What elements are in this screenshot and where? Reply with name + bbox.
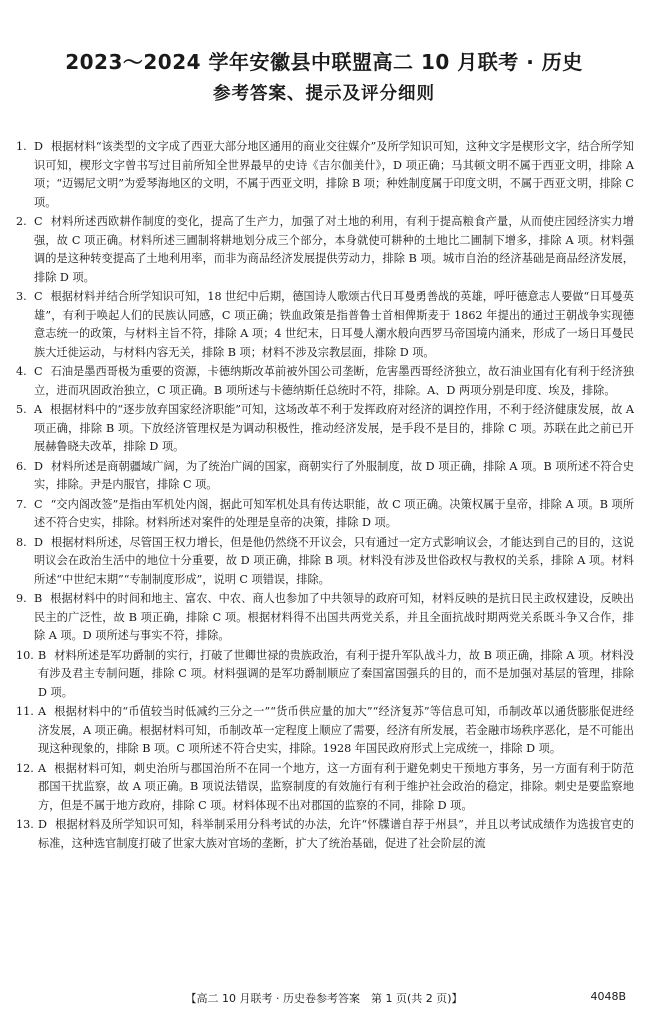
answer-item-2 [16, 213, 634, 287]
item-answer: A [38, 761, 47, 775]
item-answer: C [34, 497, 43, 511]
answer-item-9 [16, 590, 634, 646]
item-explanation: 根据材料中的“币值较当时低减约三分之一”“货币供应量的加大”“经济复苏”等信息可知，币制改革以通货膨胀促进经济发展，A 项正确。根据材料可知，币制改革一定程度上顺应了需要，经济有所发展，若金融市场秩序恶化，是不可能出现这种现象的，排除 B 项。C 项所述不符合史实，排除。1928 年国民政府形式上完成统一，排除 D 项。 [38, 705, 634, 755]
item-explanation: 根据材料可知，刺史治所与郡国治所不在同一个地方，这一方面有利于避免刺史干预地方事务，另一方面有利于防范郡国干扰监察，故 A 项正确。B 项说法错误，监察制度的有效施行有利于维护社会政治的稳定，排除。刺史是要监察地方，但是不属于地方政府，排除 C 项。材料体现不出对郡国的监察的不同，排除 D 项。 [38, 761, 634, 812]
answer-item-11 [16, 703, 634, 759]
item-explanation: 根据材料中的“逐步放弃国家经济职能”可知，这场改革不利于发挥政府对经济的调控作用，不利于经济健康发展，故 A 项正确，排除 B 项。下放经济管理权是为调动积极性，推动经济发展，是手段不是目的，排除 C 项。苏联在此之前已开展赫鲁晓夫改革，排除 D 项。 [34, 403, 634, 453]
item-answer: C [34, 215, 43, 228]
answer-item-12 [16, 760, 634, 816]
item-number: 5. [16, 403, 27, 416]
item-number: 9. [16, 592, 27, 605]
answer-item-10 [16, 647, 634, 703]
item-number: 10. [16, 648, 34, 662]
item-answer: D [38, 818, 47, 831]
answer-item-13 [16, 816, 634, 853]
item-answer: D [34, 459, 43, 473]
item-number: 1. [16, 140, 27, 153]
item-explanation: 材料所述是军功爵制的实行，打破了世卿世禄的贵族政治，有利于提升军队战斗力，故 B 项正确，排除 A 项。材料没有涉及君主专制问题，排除 C 项。材料强调的是军功爵制顺应了秦国富国强兵的目的，而不是加强对基层的管理，排除 D 项。 [38, 648, 634, 699]
item-number: 3. [16, 290, 27, 303]
answer-item-5 [16, 401, 634, 457]
item-number: 8. [16, 535, 27, 549]
item-number: 7. [16, 497, 27, 511]
item-explanation: 根据材料及所学知识可知，科举制采用分科考试的办法，允许“怀牒谱自荐于州县”，并且以考试成绩作为选拔官吏的标准，这种选官制度打破了世家大族对官场的垄断，扩大了统治基础，促进了社会阶层的流 [38, 818, 634, 850]
answer-item-7 [16, 496, 634, 533]
item-number: 2. [16, 215, 27, 228]
item-answer: A [34, 403, 43, 416]
item-answer: D [34, 140, 43, 153]
item-explanation: “交内阁改签”是指由军机处内阁，据此可知军机处具有传达职能，故 C 项正确。决策权属于皇帝，排除 A 项。B 项所述不符合史实，排除。材料所述对案件的处理是皇帝的决策，排除 D 项。 [34, 497, 634, 529]
item-explanation: 材料所述西欧耕作制度的变化，提高了生产力，加强了对土地的利用，有利于提高粮食产量，从而使庄园经济实力增强，故 C 项正确。材料所述三圃制将耕地划分成三个部分，本身就使可耕种的土地比二圃制下增多，排除 A 项。材料强调的是这种转变提高了土地利用率，而非为商品经济发展提供劳动力，排除 B 项。城市自治的经济基础是商品经济发展，排除 D 项。 [34, 215, 634, 284]
answer-item-1 [16, 138, 634, 212]
item-number: 11. [16, 705, 34, 718]
item-explanation: 根据材料并结合所学知识可知，18 世纪中后期，德国诗人歌颂古代日耳曼勇善战的英雄，呼吁德意志人要做“日耳曼英雄”，有利于唤起人们的民族认同感，C 项正确；铁血政策是指普鲁士首相俾斯麦于 1862 年提出的通过王朝战争实现德意志统一的政策，与材料主旨不符，排除 A 项；4 世纪末，日耳曼人潮水般向西罗马帝国境内涌来，形成了一场日耳曼民族大迁徙运动，与材料内容无关，排除 B 项；材料不涉及宗教层面，排除 D 项。 [34, 290, 634, 359]
item-explanation: 根据材料所述，尽管国王权力增长，但是他仍然绕不开议会，只有通过一定方式影响议会，才能达到自己的目的，这说明议会在政治生活中的地位十分重要，故 D 项正确，排除 B 项。材料没有涉及世俗政权与教权的关系，排除 A 项。材料所述“中世纪末期”“专制制度形成”，说明 C 项错误，排除。 [34, 535, 634, 586]
answer-item-3 [16, 288, 634, 362]
item-number: 4. [16, 365, 27, 378]
item-explanation: 根据材料“该类型的文字成了西亚大部分地区通用的商业交往媒介”及所学知识可知，这种文字是楔形文字，结合所学知识可知，楔形文字曾书写过目前所知全世界最早的史诗《吉尔伽美什》，D 项正确；马其顿文明不属于西亚文明，排除 A 项；“迈锡尼文明”为爱琴海地区的文明，不属于西亚文明，排除 B 项；种姓制度属于印度文明，不属于西亚文明，排除 C 项。 [34, 140, 634, 209]
item-answer: C [34, 365, 43, 378]
item-answer: B [34, 592, 43, 605]
page-footer: 【高二 10 月联考 · 历史卷参考答案 第 1 页(共 2 页)】 [185, 992, 463, 1005]
item-answer: D [34, 535, 43, 549]
answer-item-6 [16, 458, 634, 495]
item-answer: C [34, 290, 43, 303]
item-explanation: 根据材料中的时间和地主、富农、中农、商人也参加了中共领导的政府可知，材料反映的是抗日民主政权建设，反映出民主的广泛性，故 B 项正确，排除 C 项。根据材料得不出国共两党关系，并且全面抗战时期两党关系既斗争又合作，排除 A 项。D 项所述与事实不符，排除。 [34, 592, 634, 642]
item-explanation: 石油是墨西哥极为重要的资源，卡德纳斯改革前被外国公司垄断，危害墨西哥经济独立，故石油业国有化有利于经济独立，进而巩固政治独立，C 项正确。B 项所述与卡德纳斯任总统时不符，排除。A、D 两项分别是印度、埃及，排除。 [34, 365, 634, 397]
document-title: 2023～2024 学年安徽县中联盟高二 10 月联考 · 历史 [65, 50, 583, 74]
answer-item-4 [16, 363, 634, 400]
document-code: 4048B [590, 990, 626, 1003]
answer-item-8 [16, 534, 634, 590]
item-number: 13. [16, 818, 34, 831]
item-number: 12. [16, 761, 34, 775]
item-answer: B [38, 648, 47, 662]
item-answer: A [38, 705, 47, 718]
item-explanation: 材料所述是商朝疆域广阔，为了统治广阔的国家，商朝实行了外服制度，故 D 项正确，排除 A 项。B 项所述不符合史实，排除。尹是内服官，排除 C 项。 [34, 459, 634, 491]
item-number: 6. [16, 459, 27, 473]
answer-list [16, 138, 634, 854]
document-subtitle: 参考答案、提示及评分细则 [213, 84, 435, 104]
